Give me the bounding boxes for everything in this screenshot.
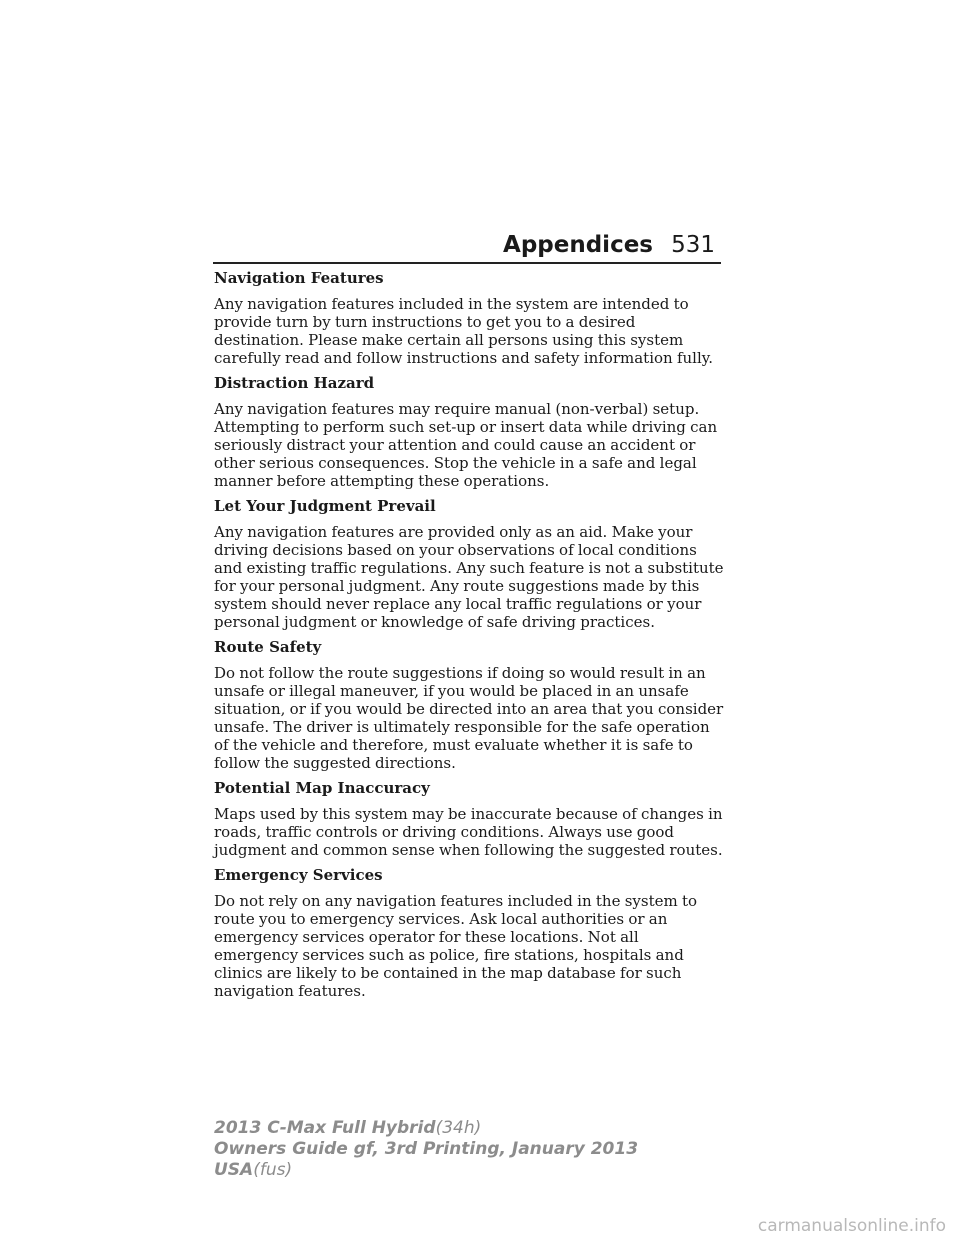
section-potential-map-inaccuracy: [214, 778, 724, 859]
section-heading: Let Your Judgment Prevail: [214, 497, 436, 515]
section-body: Any navigation features may require manual (non-verbal) setup. Attempting to perform such set-up or insert data while driving can seriously distract your attention and could cause an accident or other serious consequences. Stop the vehicle in a safe and legal manner before attempting these operations.: [214, 400, 718, 490]
section-heading: Navigation Features: [214, 269, 384, 287]
section-body: Do not rely on any navigation features included in the system to route you to emergency services. Ask local authorities or an emergency services operator for these locations. Not all emergency services such as police, fire stations, hospitals and clinics are likely to be contained in the map database for such navigation features.: [214, 892, 698, 1000]
footer-region: USA: [214, 1160, 254, 1180]
section-heading: Distraction Hazard: [214, 374, 375, 392]
section-heading: Emergency Services: [214, 866, 383, 884]
watermark: carmanualsonline.info: [757, 1216, 946, 1236]
section-navigation-features: [214, 268, 724, 367]
section-let-your-judgment-prevail: [214, 496, 724, 631]
section-heading: Potential Map Inaccuracy: [214, 779, 430, 797]
footer-model-code: (34h): [435, 1118, 482, 1138]
section-emergency-services: [214, 865, 724, 1000]
footer-line-printing: Owners Guide gf, 3rd Printing, January 2013: [214, 1139, 639, 1159]
section-route-safety: [214, 637, 724, 772]
section-body: Any navigation features are provided only as an aid. Make your driving decisions based on your observations of local conditions and existing traffic regulations. Any such feature is not a substitute for your personal judgment. Any route suggestions made by this system should never replace any local traffic regulations or your personal judgment or knowledge of safe driving practices.: [214, 523, 724, 631]
footer-line-region: [214, 1160, 638, 1181]
footer-model: 2013 C-Max Full Hybrid: [214, 1118, 436, 1138]
section-distraction-hazard: [214, 373, 724, 490]
page-header: [213, 226, 721, 264]
section-body: Do not follow the route suggestions if doing so would result in an unsafe or illegal maneuver, if you would be placed in an unsafe situation, or if you would be directed into an area that you consider unsafe. The driver is ultimately responsible for the safe operation of the vehicle and therefore, must evaluate whether it is safe to follow the suggested directions.: [214, 664, 724, 772]
section-body: Maps used by this system may be inaccurate because of changes in roads, traffic controls or driving conditions. Always use good judgment and common sense when following the suggested routes.: [214, 805, 723, 859]
section-heading: Route Safety: [214, 638, 322, 656]
footer-region-code: (fus): [253, 1160, 293, 1180]
section-title: Appendices: [503, 232, 653, 258]
document-footer: [214, 1118, 638, 1181]
footer-line-model: [214, 1118, 638, 1139]
page-content: [214, 268, 724, 1006]
section-body: Any navigation features included in the system are intended to provide turn by turn instructions to get you to a desired destination. Please make certain all persons using this system carefully read and follow instructions and safety information fully.: [214, 295, 714, 367]
page-number: 531: [671, 232, 715, 258]
